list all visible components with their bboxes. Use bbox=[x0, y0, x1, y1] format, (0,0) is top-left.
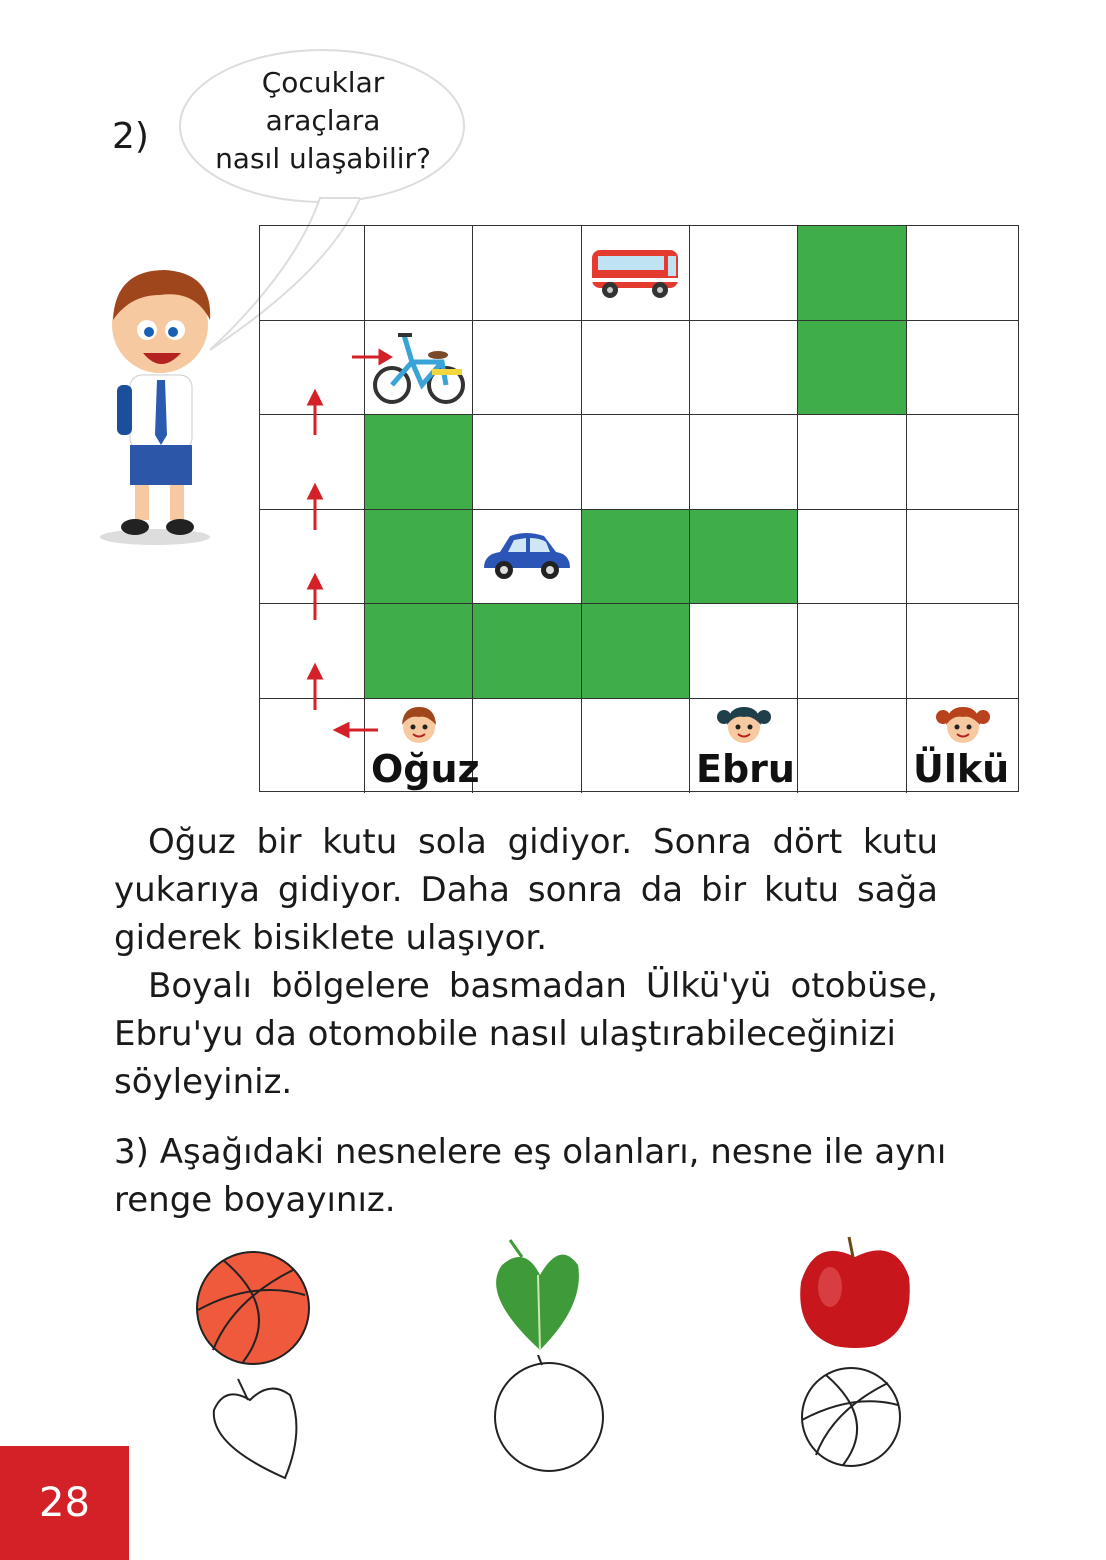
grid-cell bbox=[582, 321, 690, 416]
painted-cell bbox=[690, 510, 798, 605]
page-number: 28 bbox=[0, 1446, 129, 1560]
grid-cell bbox=[473, 415, 582, 510]
grid-cell bbox=[582, 699, 690, 794]
text-line: Ebru'yu da otomobile nasıl ulaştırabileceğinizi bbox=[114, 1014, 896, 1054]
bus-icon bbox=[590, 246, 682, 300]
basketball-colored bbox=[193, 1250, 313, 1370]
instruction-paragraph-2 bbox=[114, 962, 938, 1106]
grid-cell bbox=[260, 226, 365, 321]
child-name-label: Ebru bbox=[696, 747, 795, 791]
car-icon bbox=[480, 528, 574, 584]
painted-cell bbox=[798, 321, 907, 416]
grid-cell bbox=[690, 321, 798, 416]
grid-cell bbox=[690, 604, 798, 699]
apple-colored bbox=[795, 1232, 917, 1350]
grid-cell bbox=[690, 226, 798, 321]
question-3-text bbox=[114, 1128, 947, 1224]
grid-cell bbox=[473, 226, 582, 321]
grid-cell bbox=[798, 415, 907, 510]
boy-illustration bbox=[95, 265, 225, 550]
painted-cell bbox=[582, 604, 690, 699]
painted-cell bbox=[582, 510, 690, 605]
child-name-label: Ülkü bbox=[913, 747, 1010, 791]
basketball-outline bbox=[798, 1365, 904, 1471]
bubble-line: nasıl ulaşabilir? bbox=[215, 142, 431, 175]
leaf-colored bbox=[490, 1235, 585, 1355]
painted-cell bbox=[798, 226, 907, 321]
grid-cell bbox=[907, 226, 1018, 321]
grid-cell bbox=[365, 226, 473, 321]
ebru-face-icon bbox=[714, 703, 774, 747]
grid-cell bbox=[907, 604, 1018, 699]
text-line: giderek bisiklete ulaşıyor. bbox=[114, 918, 548, 958]
grid-cell bbox=[473, 699, 582, 794]
grid-cell bbox=[690, 415, 798, 510]
child-name-label: Oğuz bbox=[371, 747, 480, 791]
speech-bubble-text bbox=[198, 64, 448, 178]
leaf-outline bbox=[210, 1375, 300, 1483]
text-line: söyleyiniz. bbox=[114, 1062, 293, 1102]
grid-cell bbox=[473, 321, 582, 416]
grid-cell bbox=[582, 226, 690, 321]
instruction-paragraph-1 bbox=[114, 818, 938, 962]
grid-cell bbox=[690, 699, 798, 794]
grid-cell bbox=[907, 510, 1018, 605]
grid-cell bbox=[798, 699, 907, 794]
painted-cell bbox=[473, 604, 582, 699]
text-line: Oğuz bir kutu sola gidiyor. Sonra dört kutu bbox=[148, 822, 938, 862]
grid-cell bbox=[798, 604, 907, 699]
grid-cell bbox=[907, 321, 1018, 416]
grid-cell bbox=[582, 415, 690, 510]
grid-cell bbox=[907, 699, 1018, 794]
grid-cell bbox=[473, 510, 582, 605]
grid-cell bbox=[798, 510, 907, 605]
text-line: renge boyayınız. bbox=[114, 1180, 396, 1220]
question-2-number: 2) bbox=[112, 116, 149, 157]
bubble-line: araçlara bbox=[265, 104, 381, 137]
text-line: yukarıya gidiyor. Daha sonra da bir kutu sağa bbox=[114, 870, 938, 910]
bubble-line: Çocuklar bbox=[261, 66, 385, 99]
ulku-face-icon bbox=[933, 703, 993, 747]
text-line: Boyalı bölgelere basmadan Ülkü'yü otobüse, bbox=[148, 966, 938, 1006]
path-arrows bbox=[300, 330, 400, 750]
text-line: 3) Aşağıdaki nesnelere eş olanları, nesne ile aynı bbox=[114, 1132, 947, 1172]
apple-outline bbox=[490, 1355, 608, 1473]
grid-cell bbox=[907, 415, 1018, 510]
